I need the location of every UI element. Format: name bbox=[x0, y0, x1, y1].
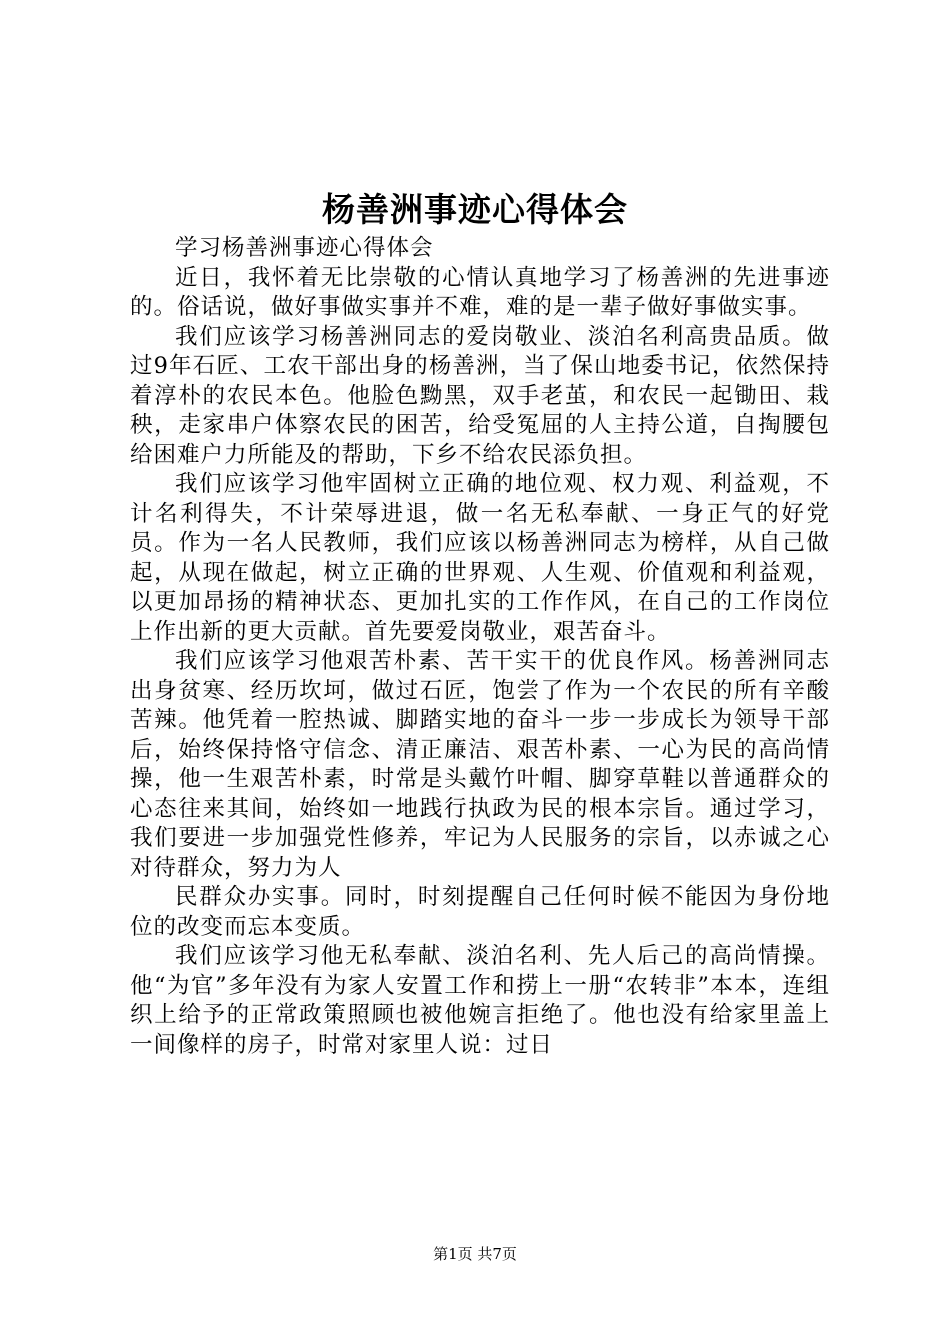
document-body bbox=[130, 234, 830, 1060]
paragraph: 近日，我怀着无比崇敬的心情认真地学习了杨善洲的先进事迹的。俗话说，做好事做实事并不难，难的是一辈子做好事做实事。 bbox=[130, 264, 830, 320]
paragraph: 我们应该学习他牢固树立正确的地位观、权力观、利益观，不计名利得失，不计荣辱进退，做一名无私奉献、一身正气的好党员。作为一名人民教师，我们应该以杨善洲同志为榜样，从自己做起，从现在做起，树立正确的世界观、人生观、价值观和利益观，以更加昂扬的精神状态、更加扎实的工作作风，在自己的工作岗位上作出新的更大贡献。首先要爱岗敬业，艰苦奋斗。 bbox=[130, 471, 830, 645]
paragraph: 我们应该学习杨善洲同志的爱岗敬业、淡泊名利高贵品质。做过9年石匠、工农干部出身的杨善洲，当了保山地委书记，依然保持着淳朴的农民本色。他脸色黝黑，双手老茧，和农民一起锄田、栽秧，走家串户体察农民的困苦，给受冤屈的人主持公道，自掏腰包给困难户力所能及的帮助，下乡不给农民添负担。 bbox=[130, 323, 830, 468]
document-title: 杨善洲事迹心得体会 bbox=[322, 190, 628, 229]
paragraph: 我们应该学习他艰苦朴素、苦干实干的优良作风。杨善洲同志出身贫寒、经历坎坷，做过石匠，饱尝了作为一个农民的所有辛酸苦辣。他凭着一腔热诚、脚踏实地的奋斗一步一步成长为领导干部后，始终保持恪守信念、清正廉洁、艰苦朴素、一心为民的高尚情操，他一生艰苦朴素，时常是头戴竹叶帽、脚穿草鞋以普通群众的心态往来其间，始终如一地践行执政为民的根本宗旨。通过学习，我们要进一步加强党性修养，牢记为人民服务的宗旨，以赤诚之心对待群众，努力为人 bbox=[130, 648, 830, 881]
page-number-footer: 第1页 共7页 bbox=[433, 1245, 517, 1263]
paragraph-subtitle: 学习杨善洲事迹心得体会 bbox=[175, 235, 434, 261]
paragraph: 我们应该学习他无私奉献、淡泊名利、先人后己的高尚情操。他“为官”多年没有为家人安置工作和捞上一册“农转非”本本，连组织上给予的正常政策照顾也被他婉言拒绝了。他也没有给家里盖上一间像样的房子，时常对家里人说：过日 bbox=[130, 943, 830, 1058]
paragraph: 民群众办实事。同时，时刻提醒自己任何时候不能因为身份地位的改变而忘本变质。 bbox=[130, 884, 830, 940]
